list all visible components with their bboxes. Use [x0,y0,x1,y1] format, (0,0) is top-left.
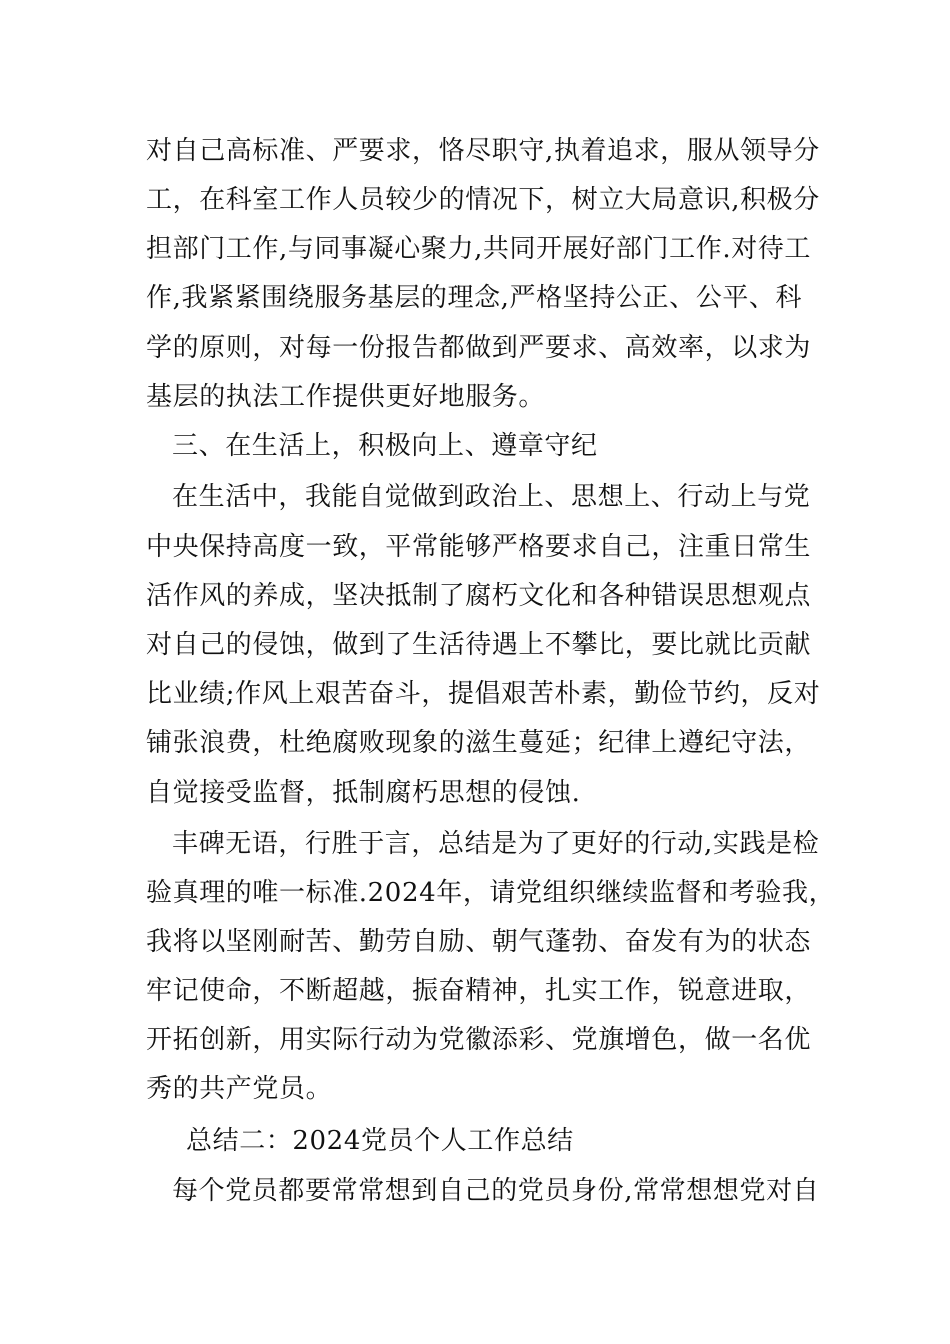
paragraph-line: 中央保持高度一致，平常能够严格要求自己，注重日常生 [146,532,812,562]
paragraph-line: 我将以坚刚耐苦、勤劳自励、朝气蓬勃、奋发有为的状态 [146,927,812,957]
paragraph-line: 基层的执法工作提供更好地服务。 [146,382,546,412]
paragraph-line: 验真理的唯一标准.2024年，请党组织继续监督和考验我， [146,878,836,908]
section-heading: 总结二：2024党员个人工作总结 [186,1126,574,1156]
paragraph-line: 丰碑无语，行胜于言，总结是为了更好的行动,实践是检 [172,829,820,859]
paragraph-line: 作,我紧紧围绕服务基层的理念,严格坚持公正、公平、科 [146,283,803,313]
paragraph-line: 工，在科室工作人员较少的情况下，树立大局意识,积极分 [146,185,820,215]
paragraph-line: 秀的共产党员。 [146,1074,333,1104]
paragraph-line: 牢记使命，不断超越，振奋精神，扎实工作，锐意进取， [146,976,812,1006]
paragraph-line: 担部门工作,与同事凝心聚力,共同开展好部门工作.对待工 [146,234,811,264]
paragraph-line: 活作风的养成，坚决抵制了腐朽文化和各种错误思想观点 [146,581,812,611]
paragraph-line: 对自己高标准、严要求，恪尽职守,执着追求，服从领导分 [146,136,820,166]
paragraph-line: 对自己的侵蚀，做到了生活待遇上不攀比，要比就比贡献 [146,630,812,660]
paragraph-line: 铺张浪费，杜绝腐败现象的滋生蔓延；纪律上遵纪守法， [146,728,812,758]
paragraph-line: 学的原则，对每一份报告都做到严要求、高效率，以求为 [146,333,812,363]
paragraph-line: 每个党员都要常常想到自己的党员身份,常常想想党对自 [172,1176,820,1206]
paragraph-line: 比业绩;作风上艰苦奋斗，提倡艰苦朴素，勤俭节约，反对 [146,679,821,709]
paragraph-line: 在生活中，我能自觉做到政治上、思想上、行动上与党 [172,482,811,512]
section-heading: 三、在生活上，积极向上、遵章守纪 [172,431,598,461]
paragraph-line: 自觉接受监督，抵制腐朽思想的侵蚀. [146,778,581,808]
paragraph-line: 开拓创新，用实际行动为党徽添彩、党旗增色，做一名优 [146,1025,812,1055]
